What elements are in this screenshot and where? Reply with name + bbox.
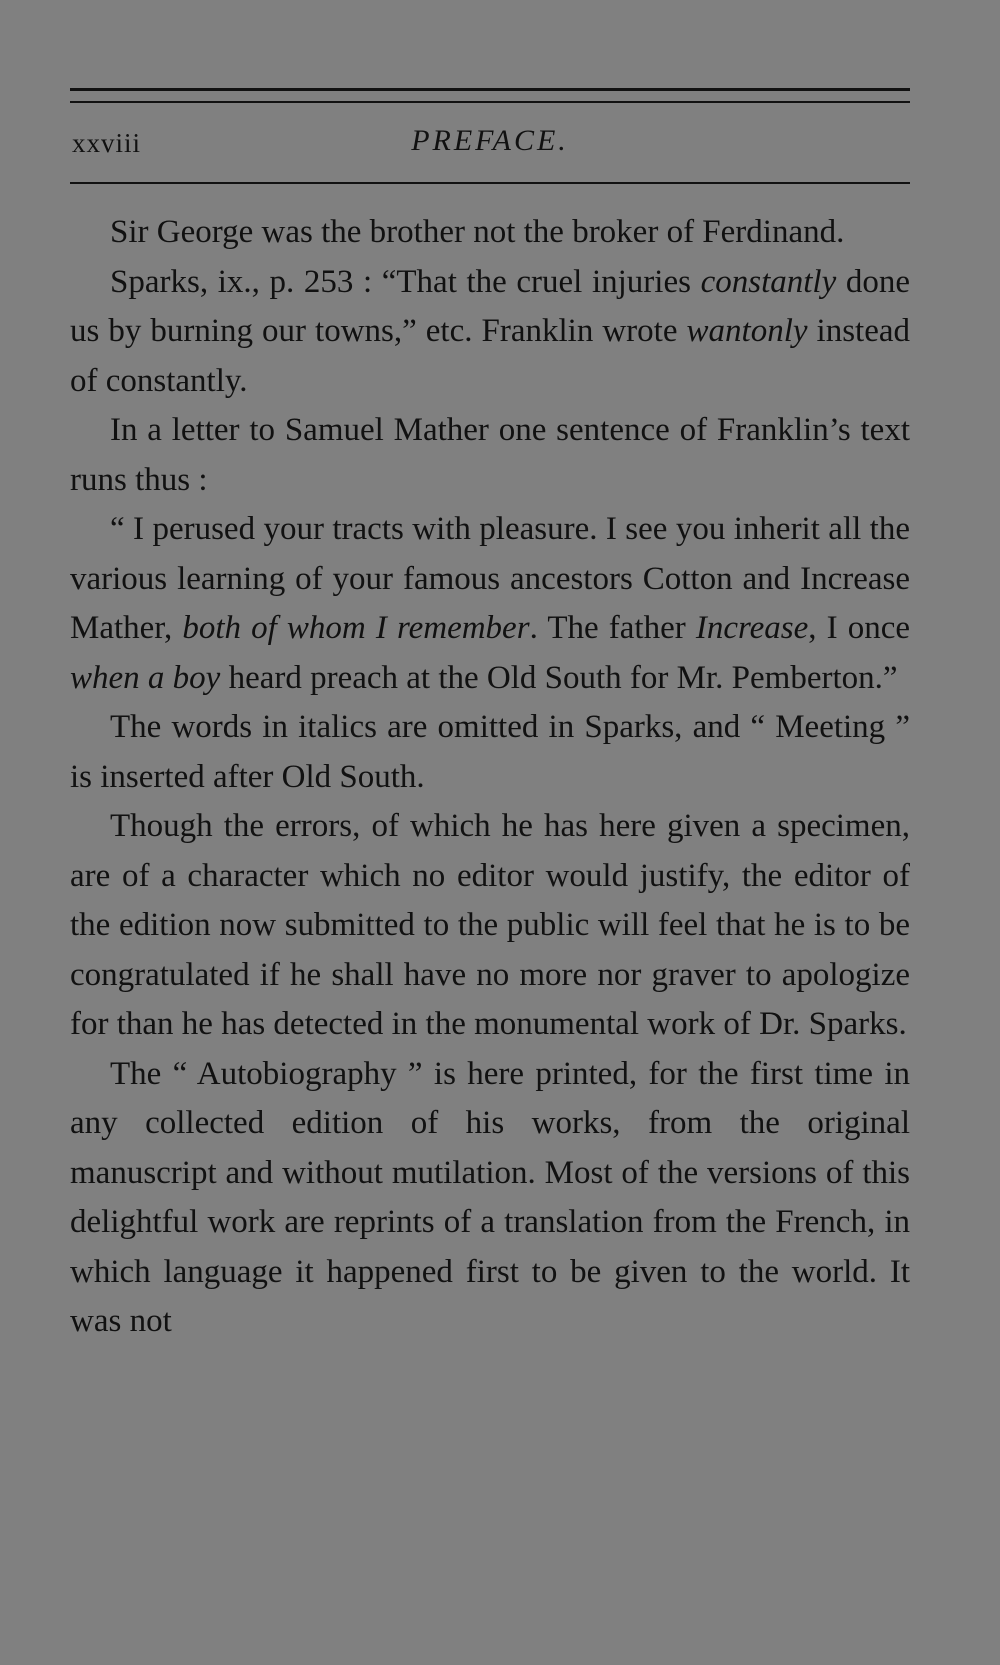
paragraph-3: In a letter to Samuel Mather one sentence of Franklin’s text runs thus : — [70, 412, 910, 498]
paragraph-2-italic-wantonly: wantonly — [686, 313, 808, 349]
top-rule-secondary — [70, 101, 910, 103]
paragraph-5: Though the errors, of which he has here given a specimen, are of a character which no editor would justify, the editor of the edition now submitted to the public will feel that he is to be congratulated if he shall have no more nor graver to apologize for than he has detected in the monumental work of Dr. Sparks. — [70, 808, 910, 1042]
top-rule — [70, 88, 910, 91]
quote-text-b: . The father — [529, 610, 696, 646]
paragraph-4: The words in italics are omitted in Sparks, and “ Meeting ” is inserted after Old South. — [70, 709, 910, 795]
running-head — [70, 124, 910, 164]
quote-text-a: “ I perused your tracts with pleasure. I see you inherit all the various learning of your famous ancestors Cotton and Increase Mather, — [70, 511, 910, 646]
paragraph-2-text-a: Sparks, ix., p. 253 : “That the cruel injuries — [110, 263, 701, 300]
block-quote — [70, 505, 910, 703]
book-page — [70, 0, 910, 1665]
paragraph-6: The “ Autobiography ” is here printed, for the first time in any collected edition of his works, from the original manuscript and without mutilation. Most of the versions of this delightful work are reprints of a translation from the French, in which language it happened first to be given to the world. It was not — [70, 1055, 910, 1339]
quote-text-d: heard preach at the Old South for Mr. Pemberton.” — [220, 659, 898, 696]
page-number: xxviii — [72, 128, 142, 158]
quote-italic-both-of-whom: both of whom I remember — [182, 610, 530, 646]
running-title: PREFACE. — [411, 124, 569, 157]
header-rule — [70, 182, 910, 184]
paragraph-2 — [70, 258, 910, 407]
paragraph-2-italic-constantly: constantly — [700, 263, 837, 300]
body-text — [70, 208, 910, 1347]
paragraph-1: Sir George was the brother not the broker of Ferdinand. — [110, 214, 845, 250]
quote-italic-when-a-boy: when a boy — [70, 659, 221, 696]
quote-italic-increase: Increase — [695, 610, 809, 646]
paragraph-2-text-c: instead of constantly. — [70, 313, 911, 399]
quote-text-c: , I once — [808, 610, 910, 646]
paragraph-2-text-b: done us by burning our towns,” etc. Franklin wrote — [70, 263, 910, 349]
